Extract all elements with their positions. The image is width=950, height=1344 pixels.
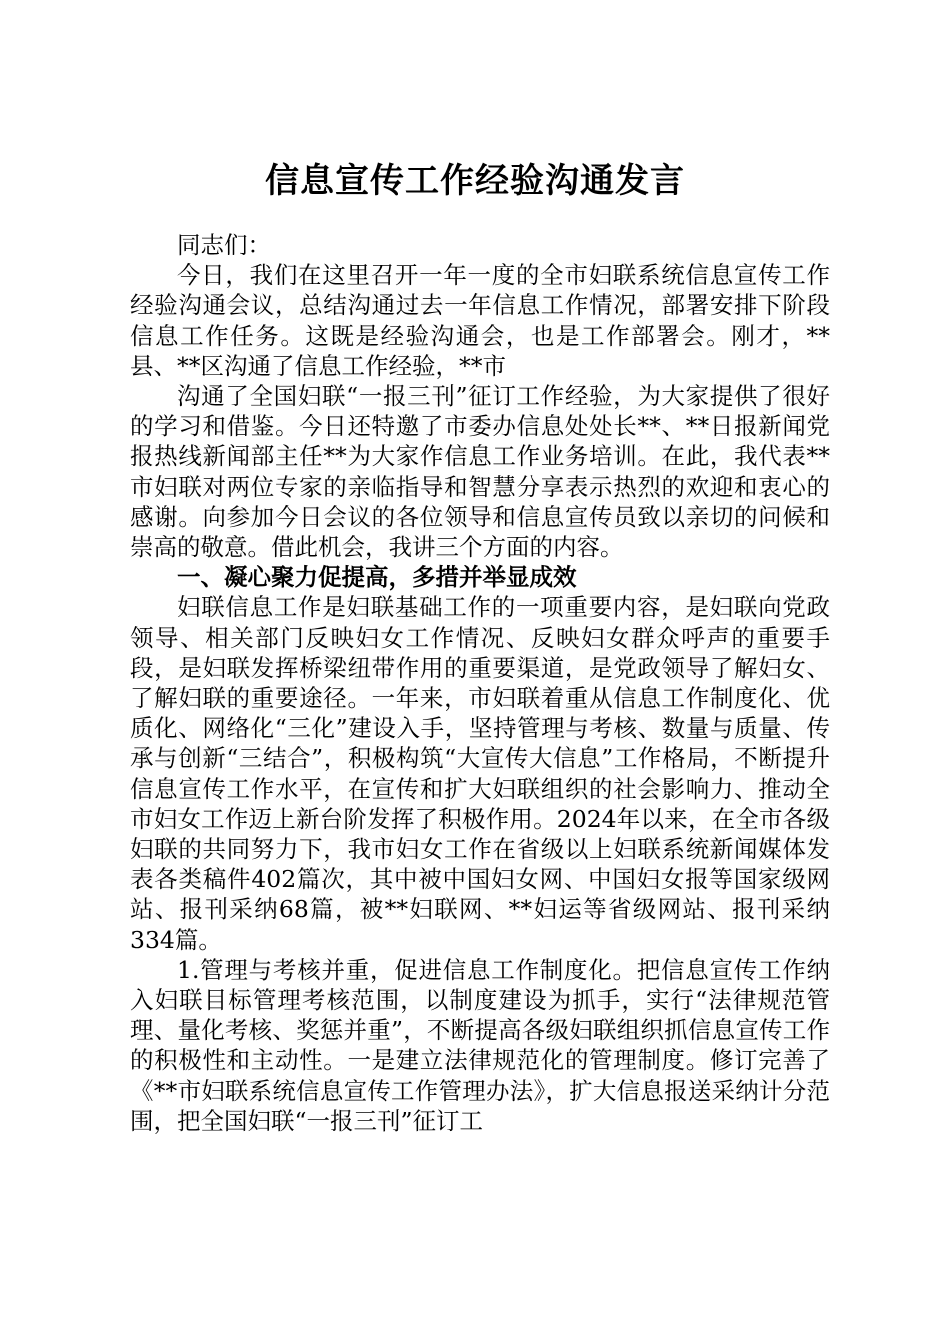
salutation: 同志们： xyxy=(177,231,271,259)
document-body xyxy=(130,230,830,1136)
body-paragraph: 沟通了全国妇联“一报三刊”征订工作经验，为大家提供了很好的学习和借鉴。今日还特邀了市委办信息处处长**、**日报新闻党报热线新闻部主任**为大家作信息工作业务培训。在此，我代表**市妇联对两位专家的亲临指导和智慧分享表示热烈的欢迎和衷心的感谢。向参加今日会议的各位领导和信息宣传员致以亲切的问候和崇高的敬意。借此机会，我讲三个方面的内容。 xyxy=(130,382,830,562)
body-paragraph: 今日，我们在这里召开一年一度的全市妇联系统信息宣传工作经验沟通会议，总结沟通过去一年信息工作情况，部署安排下阶段信息工作任务。这既是经验沟通会，也是工作部署会。刚才，**县、**区沟通了信息工作经验，**市 xyxy=(130,261,830,380)
body-paragraph: 1.管理与考核并重，促进信息工作制度化。把信息宣传工作纳入妇联目标管理考核范围，以制度建设为抓手，实行“法律规范管理、量化考核、奖惩并重”，不断提高各级妇联组织抓信息宣传工作的积极性和主动性。一是建立法律规范化的管理制度。修订完善了《**市妇联系统信息宣传工作管理办法》，扩大信息报送采纳计分范围，把全国妇联“一报三刊”征订工 xyxy=(130,955,830,1135)
body-paragraph: 妇联信息工作是妇联基础工作的一项重要内容，是妇联向党政领导、相关部门反映妇女工作情况、反映妇女群众呼声的重要手段，是妇联发挥桥梁纽带作用的重要渠道，是党政领导了解妇女、了解妇联的重要途径。一年来，市妇联着重从信息工作制度化、优质化、网络化“三化”建设入手，坚持管理与考核、数量与质量、传承与创新“三结合”，积极构筑“大宣传大信息”工作格局，不断提升信息宣传工作水平，在宣传和扩大妇联组织的社会影响力、推动全市妇女工作迈上新台阶发挥了积极作用。2024年以来，在全市各级妇联的共同努力下，我市妇女工作在省级以上妇联系统新闻媒体发表各类稿件402篇次，其中被中国妇女网、中国妇女报等国家级网站、报刊采纳68篇，被**妇联网、**妇运等省级网站、报刊采纳334篇。 xyxy=(130,593,830,954)
section-heading: 一、凝心聚力促提高，多措并举显成效 xyxy=(177,563,577,592)
document-title: 信息宣传工作经验沟通发言 xyxy=(265,161,685,201)
